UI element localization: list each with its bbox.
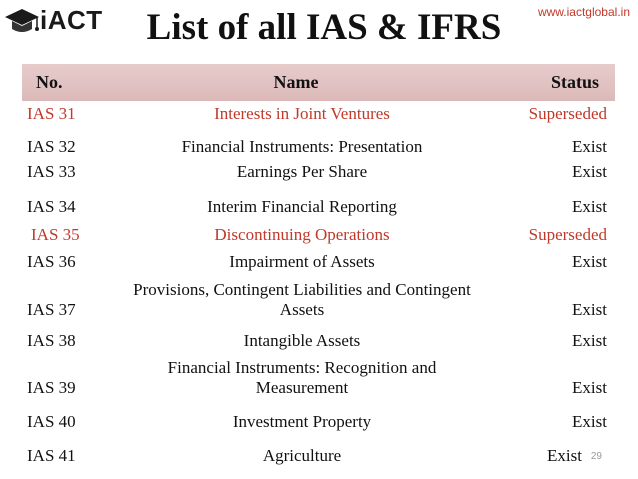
column-header-status: Status — [550, 72, 599, 92]
row-name: Discontinuing Operations — [214, 225, 390, 244]
column-header-name: Name — [273, 72, 319, 92]
row-name: Interim Financial Reporting — [207, 197, 397, 216]
row-name — [82, 280, 522, 320]
row-name: Agriculture — [262, 446, 342, 465]
row-number: IAS 34 — [27, 197, 76, 216]
table-row — [22, 358, 615, 402]
table-row — [22, 280, 615, 324]
row-number: IAS 35 — [31, 225, 80, 244]
row-status: Exist — [572, 197, 607, 216]
row-status: Superseded — [528, 225, 607, 244]
row-name-line: Financial Instruments: Recognition and — [167, 358, 437, 377]
row-status: Exist — [572, 412, 607, 431]
row-number: IAS 38 — [27, 331, 76, 350]
row-status: Exist — [572, 137, 607, 156]
row-name: Earnings Per Share — [236, 162, 368, 181]
row-name-line: Assets — [279, 300, 325, 319]
row-name — [107, 358, 497, 398]
row-name: Interests in Joint Ventures — [214, 104, 390, 123]
row-name: Financial Instruments: Presentation — [181, 137, 423, 156]
row-status: Exist — [572, 378, 607, 397]
row-name: Investment Property — [232, 412, 372, 431]
row-status: Superseded — [528, 104, 607, 123]
row-name-line: Provisions, Contingent Liabilities and Contingent — [133, 280, 471, 299]
row-number: IAS 36 — [27, 252, 76, 271]
row-status: Exist — [572, 331, 607, 350]
row-status: Exist — [547, 446, 582, 465]
row-number: IAS 41 — [27, 446, 76, 465]
row-name-line: Measurement — [255, 378, 349, 397]
row-number: IAS 33 — [27, 162, 76, 181]
row-status: Exist — [572, 162, 607, 181]
row-number: IAS 39 — [27, 378, 76, 397]
row-number: IAS 32 — [27, 137, 76, 156]
row-number: IAS 37 — [27, 300, 76, 319]
row-name: Impairment of Assets — [229, 252, 375, 271]
row-name: Intangible Assets — [243, 331, 361, 350]
row-number: IAS 40 — [27, 412, 76, 431]
column-header-no: No. — [36, 72, 63, 92]
website-url[interactable]: www.iactglobal.in — [537, 5, 630, 19]
table-header — [22, 64, 615, 101]
page-title: List of all IAS & IFRS — [146, 7, 502, 48]
row-status: Exist — [572, 252, 607, 271]
row-number: IAS 31 — [27, 104, 76, 123]
row-status: Exist — [572, 300, 607, 319]
page-number: 29 — [590, 451, 602, 462]
logo-text: iACT — [40, 5, 103, 35]
